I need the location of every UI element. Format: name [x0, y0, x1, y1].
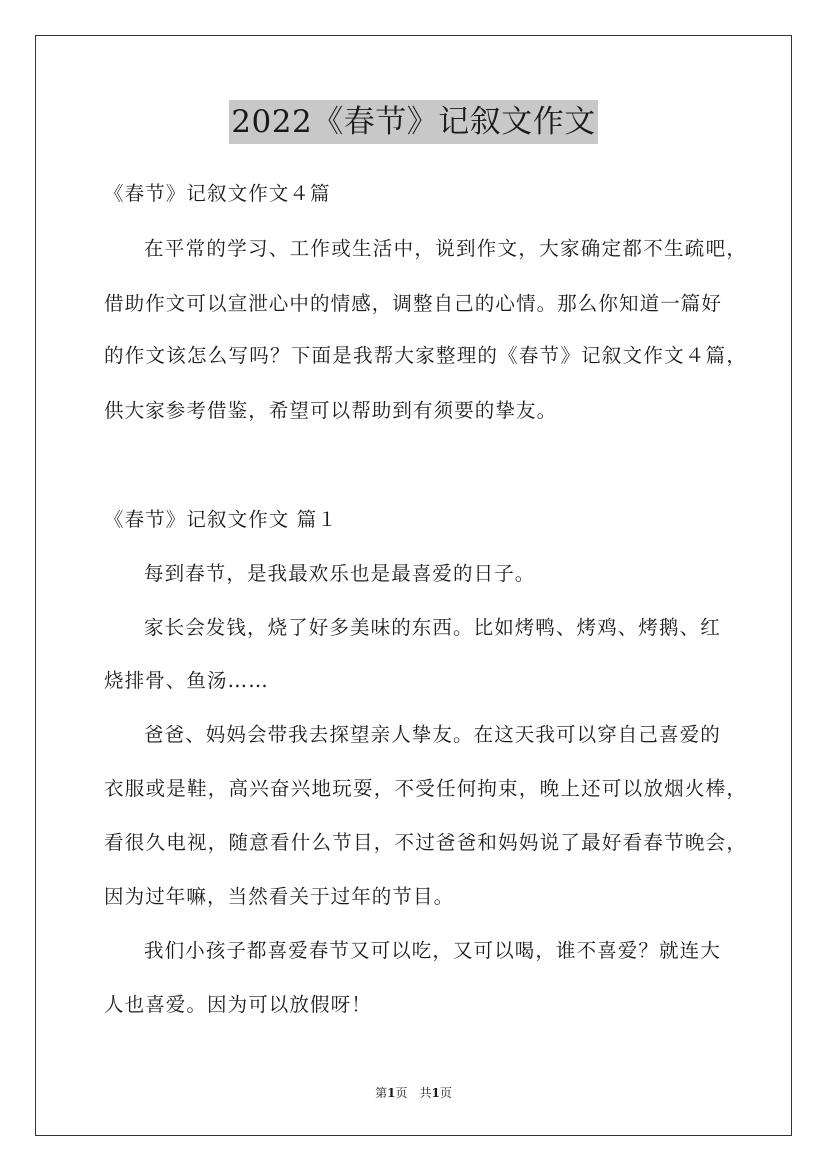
footer-prefix: 第 — [375, 1086, 388, 1100]
body-line: 烧排骨、鱼汤…… — [104, 669, 269, 692]
intro-line: 在平常的学习、工作或生活中，说到作文，大家确定都不生疏吧， — [144, 237, 747, 260]
body-line: 爸爸、妈妈会带我去探望亲人挚友。在这天我可以穿自己喜爱的 — [144, 723, 721, 746]
body-line: 看很久电视，随意看什么节目，不过爸爸和妈妈说了最好看春节晚会， — [104, 831, 747, 854]
body-line: 每到春节，是我最欢乐也是最喜爱的日子。 — [144, 562, 536, 585]
section-heading: 《春节》记叙文作文 篇１ — [104, 508, 338, 531]
body-line: 家长会发钱，烧了好多美味的东西。比如烤鸭、烤鸡、烤鹅、红 — [144, 616, 721, 639]
body-line: 衣服或是鞋，高兴奋兴地玩耍，不受任何拘束，晚上还可以放烟火棒， — [104, 777, 747, 800]
title-container — [0, 100, 827, 144]
intro-line: 借助作文可以宣泄心中的情感，调整自己的心情。那么你知道一篇好 — [104, 292, 723, 315]
document-title: 2022《春节》记叙文作文 — [229, 100, 597, 144]
body-line: 我们小孩子都喜爱春节又可以吃，又可以喝，谁不喜爱？就连大 — [144, 939, 721, 962]
footer-page-number: 1 — [387, 1086, 396, 1100]
footer-suffix: 页 — [439, 1086, 452, 1100]
intro-line: 供大家参考借鉴，希望可以帮助到有须要的挚友。 — [104, 399, 558, 422]
document-subtitle: 《春节》记叙文作文４篇 — [104, 182, 331, 205]
intro-line: 的作文该怎么写吗？下面是我帮大家整理的《春节》记叙文作文４篇， — [104, 344, 747, 367]
body-line: 因为过年嘛，当然看关于过年的节目。 — [104, 885, 455, 908]
footer-mid: 页 共 — [395, 1086, 432, 1100]
body-line: 人也喜爱。因为可以放假呀！ — [104, 993, 372, 1016]
page-footer — [0, 1085, 827, 1101]
footer-page-total: 1 — [431, 1086, 440, 1100]
